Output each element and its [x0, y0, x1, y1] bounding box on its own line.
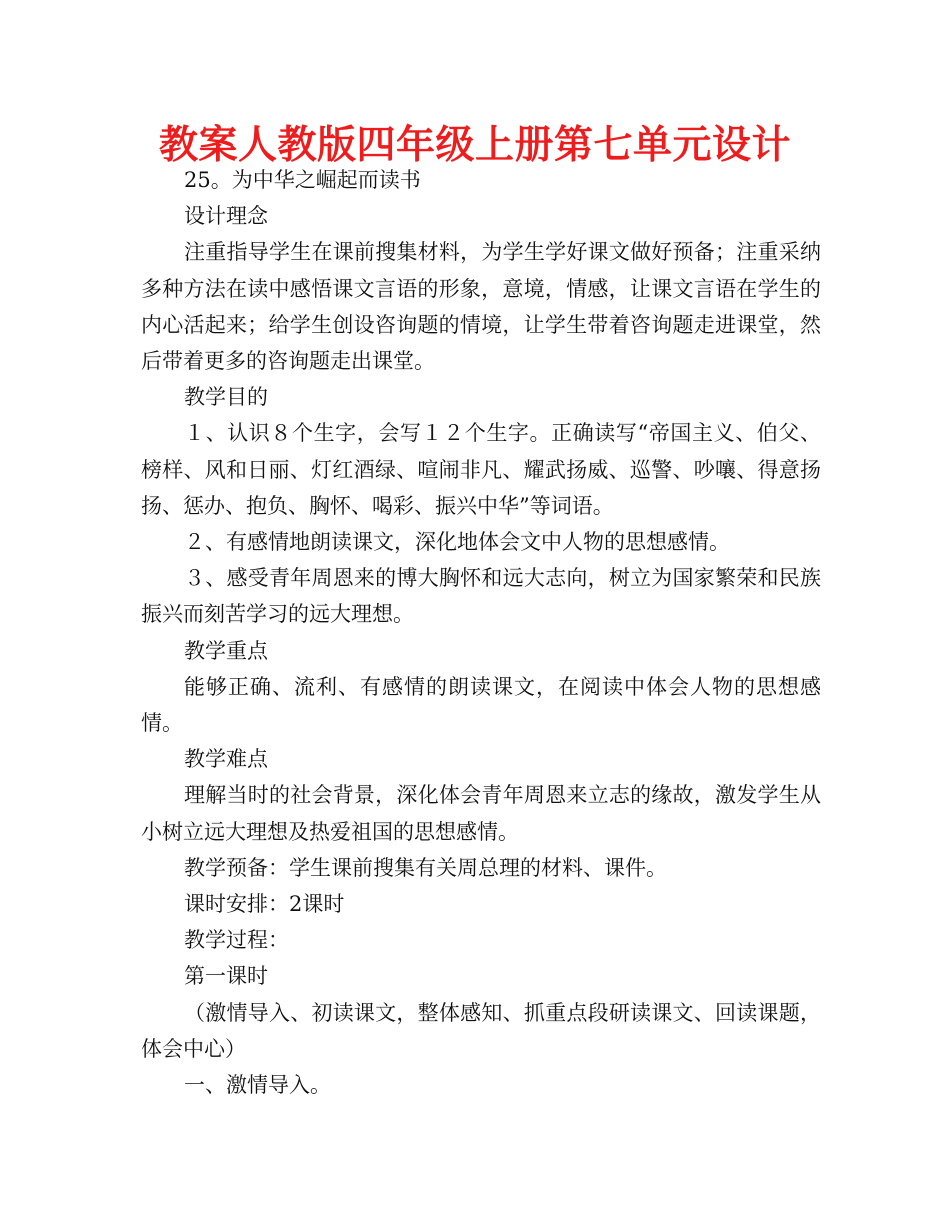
- section-heading-design-concept: 设计理念: [184, 204, 268, 229]
- paragraph-first-lesson-outline: （激情导入、初读课文，整体感知、抓重点段研读课文、回读课题，体会中心）: [141, 1000, 821, 1061]
- paragraph-key-points: 能够正确、流利、有感情的朗读课文，在阅读中体会人物的思想感情。: [141, 674, 821, 736]
- document-body: [141, 162, 821, 1103]
- paragraph-design-concept: 注重指导学生在课前搜集材料，为学生学好课文做好预备；注重采纳多种方法在读中感悟课文言语的形象，意境，情感，让课文言语在学生的内心活起来；给学生创设咨询题的情境，让学生带着咨询题走进课堂，然后带着更多的咨询题走出课堂。: [141, 240, 821, 374]
- paragraph-schedule: 课时安排：2课时: [184, 892, 345, 917]
- paragraph-goal-3: ３、感受青年周恩来的博大胸怀和远大志向，树立为国家繁荣和民族振兴而刻苦学习的远大理想。: [141, 566, 821, 627]
- section-heading-difficulties: 教学难点: [184, 747, 268, 772]
- document-title: 教案人教版四年级上册第七单元设计: [158, 123, 791, 168]
- paragraph-preparation: 教学预备：学生课前搜集有关周总理的材料、课件。: [184, 855, 667, 880]
- section-heading-first-lesson: 第一课时: [184, 964, 268, 989]
- paragraph-goal-2: ２、有感情地朗读课文，深化地体会文中人物的思想感情。: [184, 530, 730, 555]
- section-heading-lesson: 25。为中华之崛起而读书: [184, 168, 421, 192]
- paragraph-step-1: 一、激情导入。: [184, 1073, 331, 1098]
- section-heading-teaching-goals: 教学目的: [184, 385, 268, 410]
- section-heading-key-points: 教学重点: [184, 638, 268, 663]
- section-heading-process: 教学过程：: [184, 928, 289, 953]
- paragraph-difficulties: 理解当时的社会背景，深化体会青年周恩来立志的缘故，激发学生从小树立远大理想及热爱祖国的思想感情。: [141, 783, 821, 844]
- paragraph-goal-1: １、认识８个生字，会写１２个生字。正确读写“帝国主义、伯父、榜样、风和日丽、灯红酒绿、喧闹非凡、耀武扬威、巡警、吵嚷、得意扬扬、惩办、抱负、胸怀、喝彩、振兴中华”等词语。: [141, 421, 821, 518]
